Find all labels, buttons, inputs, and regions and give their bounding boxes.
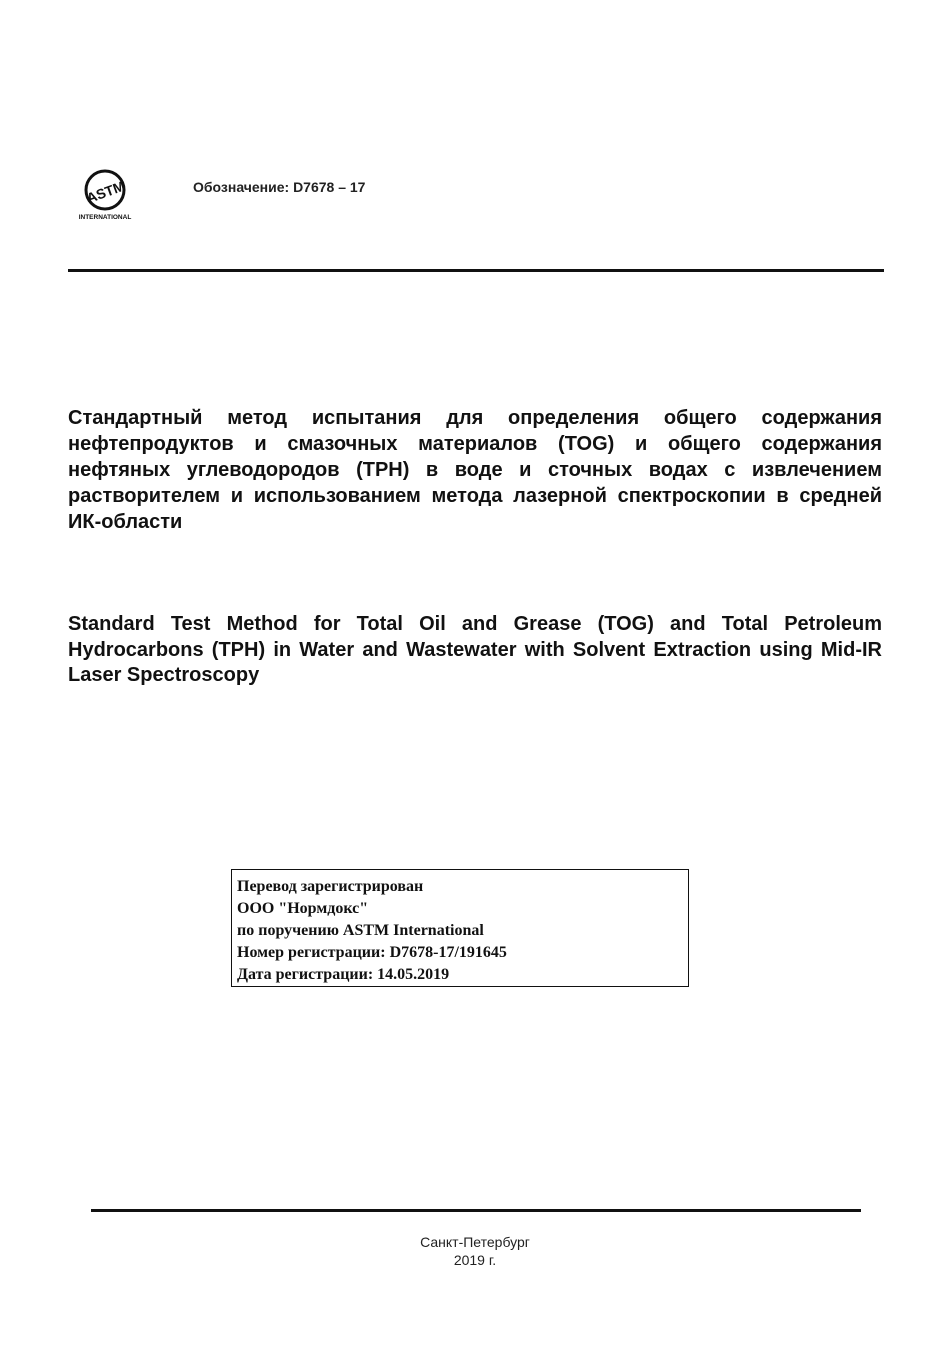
registration-line: по поручению ASTM International (237, 922, 484, 939)
logo-text: ASTM (84, 177, 128, 207)
footer (0, 1233, 950, 1269)
top-divider (68, 269, 884, 272)
title-russian: Стандартный метод испытания для определения общего содержания нефтепродуктов и смазочных материалов (TOG) и общего содержания нефтяных углеводородов (TPH) в воде и сточных водах с извлечением растворителем и использованием метода лазерной спектроскопии в средней ИК-области (68, 407, 882, 533)
bottom-divider (91, 1209, 861, 1212)
astm-logo-icon (78, 166, 132, 224)
registration-date: Дата регистрации: 14.05.2019 (237, 966, 450, 983)
registration-line: ООО "Нормдокс" (237, 900, 369, 917)
registration-box (231, 869, 689, 987)
footer-city: Санкт-Петербург (420, 1234, 530, 1250)
title-english: Standard Test Method for Total Oil and Grease (TOG) and Total Petroleum Hydrocarbons (TPH) in Water and Wastewater with Solvent Extraction using Mid-IR Laser Spectroscopy (68, 613, 882, 686)
designation: Обозначение: D7678 – 17 (193, 179, 366, 195)
logo-subtext: INTERNATIONAL (78, 214, 132, 221)
registration-line: Перевод зарегистрирован (237, 878, 424, 895)
footer-year: 2019 г. (453, 1252, 497, 1268)
registration-number: Номер регистрации: D7678-17/191645 (237, 944, 507, 961)
